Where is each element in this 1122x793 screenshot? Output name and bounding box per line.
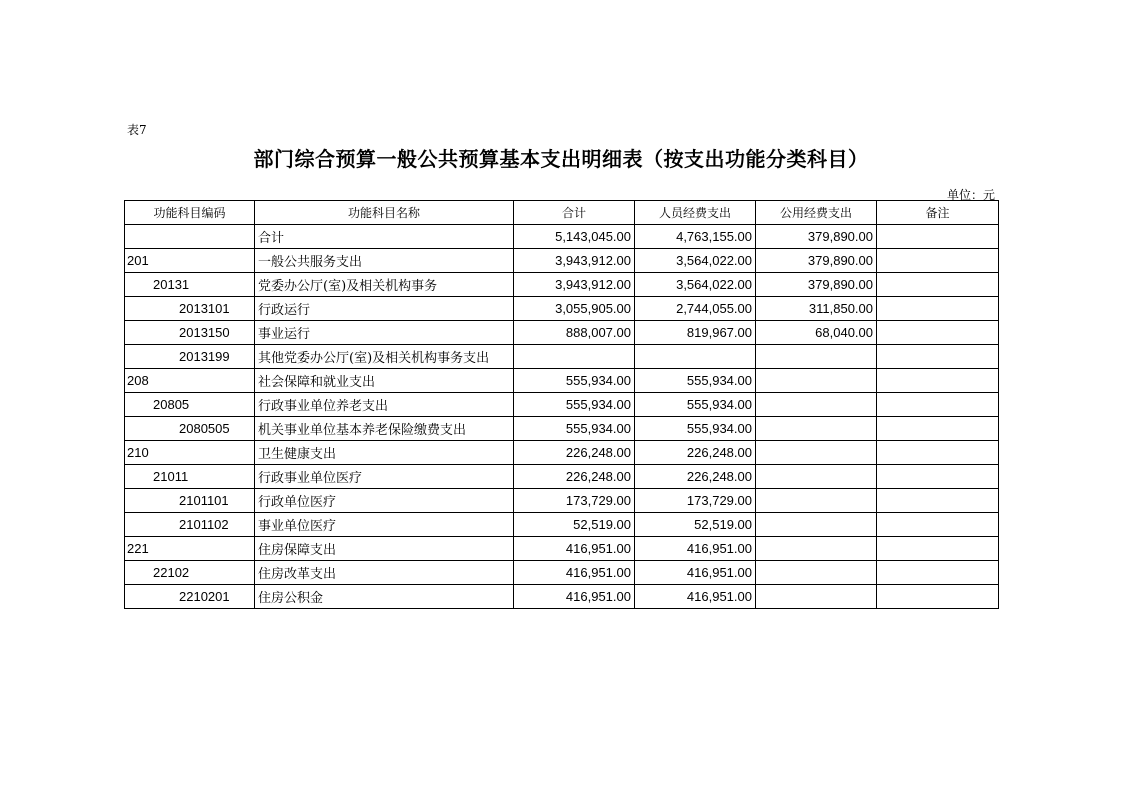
table-row: [125, 393, 999, 417]
header-note: 备注: [877, 201, 999, 225]
note-cell: [877, 273, 999, 297]
personnel-cell: 2,744,055.00: [635, 297, 756, 321]
table-row: [125, 273, 999, 297]
note-cell: [877, 369, 999, 393]
table-row: [125, 345, 999, 369]
table-row: [125, 297, 999, 321]
code-cell: [125, 225, 255, 249]
page-title: 部门综合预算一般公共预算基本支出明细表（按支出功能分类科目）: [253, 147, 869, 171]
note-cell: [877, 345, 999, 369]
code-cell: 201: [125, 249, 255, 273]
personnel-cell: 3,564,022.00: [635, 249, 756, 273]
note-cell: [877, 297, 999, 321]
table-header-row: [125, 201, 999, 225]
note-cell: [877, 513, 999, 537]
note-cell: [877, 489, 999, 513]
note-cell: [877, 561, 999, 585]
table-row: [125, 585, 999, 609]
code-cell: 2210201: [125, 585, 255, 609]
name-cell: 行政事业单位医疗: [255, 465, 514, 489]
public-cell: 311,850.00: [756, 297, 877, 321]
total-cell: 3,943,912.00: [514, 249, 635, 273]
personnel-cell: 555,934.00: [635, 369, 756, 393]
public-cell: [756, 537, 877, 561]
name-cell: 事业运行: [255, 321, 514, 345]
header-personnel: 人员经费支出: [635, 201, 756, 225]
total-cell: 226,248.00: [514, 441, 635, 465]
table-row: [125, 513, 999, 537]
personnel-cell: 555,934.00: [635, 393, 756, 417]
table-row: [125, 321, 999, 345]
public-cell: [756, 513, 877, 537]
public-cell: [756, 465, 877, 489]
note-cell: [877, 585, 999, 609]
table-row: [125, 489, 999, 513]
name-cell: 行政单位医疗: [255, 489, 514, 513]
budget-table: [124, 200, 999, 609]
name-cell: 合计: [255, 225, 514, 249]
code-cell: 208: [125, 369, 255, 393]
table-row: [125, 465, 999, 489]
unit-label: 单位：元: [946, 188, 995, 202]
public-cell: [756, 417, 877, 441]
table-row: [125, 249, 999, 273]
name-cell: 一般公共服务支出: [255, 249, 514, 273]
code-cell: 2013199: [125, 345, 255, 369]
total-cell: 3,055,905.00: [514, 297, 635, 321]
code-cell: 2101101: [125, 489, 255, 513]
header-code: 功能科目编码: [125, 201, 255, 225]
public-cell: [756, 561, 877, 585]
code-cell: 2080505: [125, 417, 255, 441]
total-cell: 555,934.00: [514, 417, 635, 441]
note-cell: [877, 249, 999, 273]
name-cell: 事业单位医疗: [255, 513, 514, 537]
code-cell: 22102: [125, 561, 255, 585]
total-cell: 555,934.00: [514, 393, 635, 417]
personnel-cell: 819,967.00: [635, 321, 756, 345]
name-cell: 住房保障支出: [255, 537, 514, 561]
name-cell: 住房改革支出: [255, 561, 514, 585]
name-cell: 机关事业单位基本养老保险缴费支出: [255, 417, 514, 441]
code-cell: 21011: [125, 465, 255, 489]
personnel-cell: [635, 345, 756, 369]
personnel-cell: 4,763,155.00: [635, 225, 756, 249]
name-cell: 住房公积金: [255, 585, 514, 609]
name-cell: 其他党委办公厅(室)及相关机构事务支出: [255, 345, 514, 369]
total-cell: 52,519.00: [514, 513, 635, 537]
total-cell: 5,143,045.00: [514, 225, 635, 249]
personnel-cell: 416,951.00: [635, 561, 756, 585]
name-cell: 行政运行: [255, 297, 514, 321]
total-cell: 416,951.00: [514, 585, 635, 609]
table-row: [125, 369, 999, 393]
note-cell: [877, 465, 999, 489]
public-cell: 379,890.00: [756, 273, 877, 297]
header-name: 功能科目名称: [255, 201, 514, 225]
public-cell: [756, 393, 877, 417]
total-cell: 3,943,912.00: [514, 273, 635, 297]
public-cell: [756, 489, 877, 513]
note-cell: [877, 441, 999, 465]
personnel-cell: 3,564,022.00: [635, 273, 756, 297]
public-cell: [756, 369, 877, 393]
table-row: [125, 561, 999, 585]
total-cell: 888,007.00: [514, 321, 635, 345]
code-cell: 20805: [125, 393, 255, 417]
code-cell: 2013150: [125, 321, 255, 345]
personnel-cell: 226,248.00: [635, 441, 756, 465]
table-row: [125, 225, 999, 249]
table-number: 表7: [127, 123, 147, 137]
code-cell: 2101102: [125, 513, 255, 537]
total-cell: 416,951.00: [514, 561, 635, 585]
public-cell: [756, 441, 877, 465]
public-cell: [756, 585, 877, 609]
name-cell: 卫生健康支出: [255, 441, 514, 465]
public-cell: 68,040.00: [756, 321, 877, 345]
public-cell: 379,890.00: [756, 225, 877, 249]
personnel-cell: 226,248.00: [635, 465, 756, 489]
code-cell: 221: [125, 537, 255, 561]
name-cell: 行政事业单位养老支出: [255, 393, 514, 417]
note-cell: [877, 393, 999, 417]
name-cell: 社会保障和就业支出: [255, 369, 514, 393]
total-cell: 555,934.00: [514, 369, 635, 393]
total-cell: 416,951.00: [514, 537, 635, 561]
personnel-cell: 52,519.00: [635, 513, 756, 537]
code-cell: 210: [125, 441, 255, 465]
total-cell: [514, 345, 635, 369]
personnel-cell: 173,729.00: [635, 489, 756, 513]
note-cell: [877, 537, 999, 561]
total-cell: 173,729.00: [514, 489, 635, 513]
header-public: 公用经费支出: [756, 201, 877, 225]
code-cell: 20131: [125, 273, 255, 297]
table-row: [125, 537, 999, 561]
header-total: 合计: [514, 201, 635, 225]
note-cell: [877, 225, 999, 249]
note-cell: [877, 321, 999, 345]
table-row: [125, 441, 999, 465]
public-cell: 379,890.00: [756, 249, 877, 273]
personnel-cell: 416,951.00: [635, 585, 756, 609]
personnel-cell: 555,934.00: [635, 417, 756, 441]
public-cell: [756, 345, 877, 369]
total-cell: 226,248.00: [514, 465, 635, 489]
personnel-cell: 416,951.00: [635, 537, 756, 561]
name-cell: 党委办公厅(室)及相关机构事务: [255, 273, 514, 297]
table-row: [125, 417, 999, 441]
code-cell: 2013101: [125, 297, 255, 321]
note-cell: [877, 417, 999, 441]
